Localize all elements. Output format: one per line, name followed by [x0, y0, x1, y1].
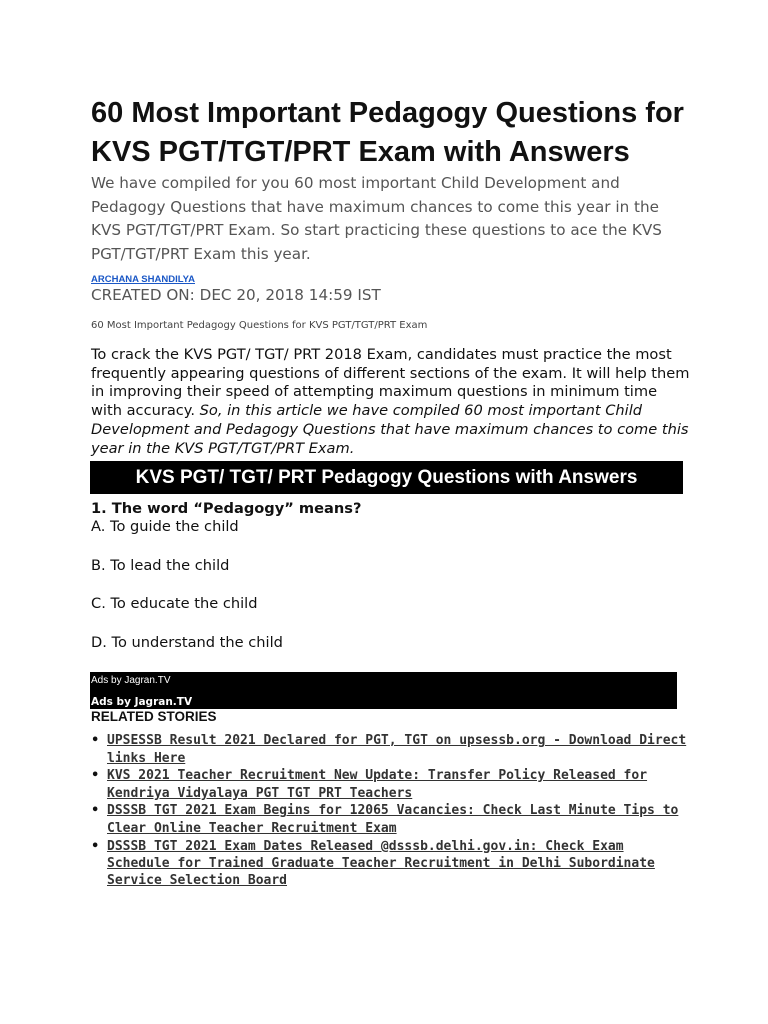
image-caption: 60 Most Important Pedagogy Questions for KVS PGT/TGT/PRT Exam: [91, 320, 428, 331]
author-link[interactable]: ARCHANA SHANDILYA: [91, 274, 195, 285]
intro-italic-text: So, in this article we have compiled 60 most important Child Development and Pedagogy Questions that have maximum chances to come this year in the KVS PGT/TGT/PRT Exam.: [91, 402, 689, 457]
answer-option-d: D. To understand the child: [91, 633, 283, 651]
related-story-link[interactable]: DSSSB TGT 2021 Exam Begins for 12065 Vacancies: Check Last Minute Tips to Clear Online Teacher Recruitment Exam: [107, 803, 679, 836]
answer-option-b: B. To lead the child: [91, 556, 230, 574]
answer-option-a: A. To guide the child: [91, 518, 239, 536]
ad-label: Ads by Jagran.TV: [91, 675, 171, 687]
related-story-link[interactable]: DSSSB TGT 2021 Exam Dates Released @dsssb.delhi.gov.in: Check Exam Schedule for Trained Graduate Teacher Recruitment in Delhi Subordinate Service Selection Board: [107, 838, 655, 889]
list-item: [91, 838, 691, 890]
related-stories-heading: RELATED STORIES: [91, 709, 217, 725]
ad-banner[interactable]: [90, 672, 677, 709]
page-title: 60 Most Important Pedagogy Questions for KVS PGT/TGT/PRT Exam with Answers: [91, 97, 684, 168]
related-story-link[interactable]: UPSESSB Result 2021 Declared for PGT, TGT on upsessb.org - Download Direct links Here: [107, 733, 687, 766]
bullet-icon: •: [91, 733, 100, 749]
article: [91, 94, 691, 890]
article-summary: We have compiled for you 60 most important Child Development and Pedagogy Questions that have maximum chances to come this year in the KVS PGT/TGT/PRT Exam. So start practicing these questions to ace the KVS PGT/TGT/PRT Exam this year.: [91, 174, 662, 263]
section-banner: KVS PGT/ TGT/ PRT Pedagogy Questions with Answers: [90, 461, 683, 494]
related-story-link[interactable]: KVS 2021 Teacher Recruitment New Update: Transfer Policy Released for Kendriya Vidyalaya PGT TGT PRT Teachers: [107, 768, 648, 801]
created-date: CREATED ON: DEC 20, 2018 14:59 IST: [91, 286, 381, 304]
question-title: 1. The word “Pedagogy” means?: [91, 500, 362, 518]
ad-label-bold: Ads by Jagran.TV: [91, 696, 193, 709]
answer-options: [91, 518, 691, 651]
bullet-icon: •: [91, 768, 100, 784]
related-stories-list: [91, 732, 691, 889]
list-item: [91, 732, 691, 767]
list-item: [91, 802, 691, 837]
list-item: [91, 767, 691, 802]
bullet-icon: •: [91, 803, 100, 819]
bullet-icon: •: [91, 838, 100, 854]
intro-paragraph: [91, 346, 691, 458]
answer-option-c: C. To educate the child: [91, 595, 258, 613]
intro-text: To crack the KVS PGT/ TGT/ PRT 2018 Exam, candidates must practice the most frequently appearing questions of different sections of the exam. It will help them in improving their speed of attempting maximum questions in minimum time with accuracy.: [91, 346, 690, 420]
